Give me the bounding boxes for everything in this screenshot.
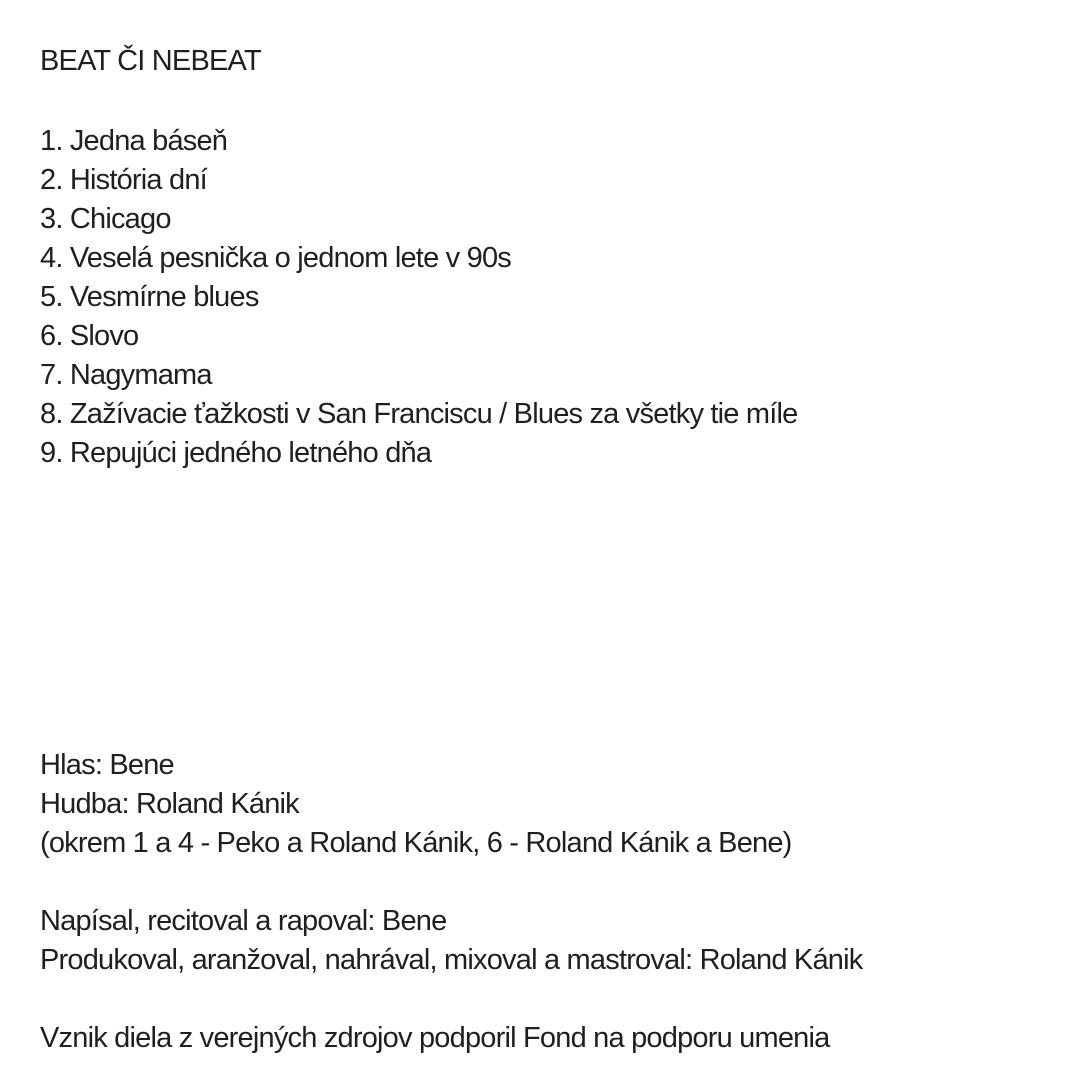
track-item: 1. Jedna báseň <box>40 125 228 157</box>
track-item: 3. Chicago <box>40 203 171 235</box>
credit-voice: Hlas: Bene <box>40 749 174 781</box>
track-item: 5. Vesmírne blues <box>40 281 259 313</box>
track-item: 4. Veselá pesnička o jednom lete v 90s <box>40 242 511 274</box>
credit-written: Napísal, recitoval a rapoval: Bene <box>40 905 447 937</box>
credit-music-note: (okrem 1 a 4 - Peko a Roland Kánik, 6 - Roland Kánik a Bene) <box>40 827 792 859</box>
track-item: 8. Zažívacie ťažkosti v San Franciscu / Blues za všetky tie míle <box>40 398 798 430</box>
credit-funding: Vznik diela z verejných zdrojov podporil Fond na podporu umenia <box>40 1022 830 1054</box>
credit-music: Hudba: Roland Kánik <box>40 788 299 820</box>
track-item: 9. Repujúci jedného letného dňa <box>40 437 432 469</box>
track-item: 6. Slovo <box>40 320 139 352</box>
album-title: BEAT ČI NEBEAT <box>40 45 261 77</box>
track-item: 7. Nagymama <box>40 359 212 391</box>
credit-produced: Produkoval, aranžoval, nahrával, mixoval a mastroval: Roland Kánik <box>40 944 863 976</box>
track-item: 2. História dní <box>40 164 207 196</box>
